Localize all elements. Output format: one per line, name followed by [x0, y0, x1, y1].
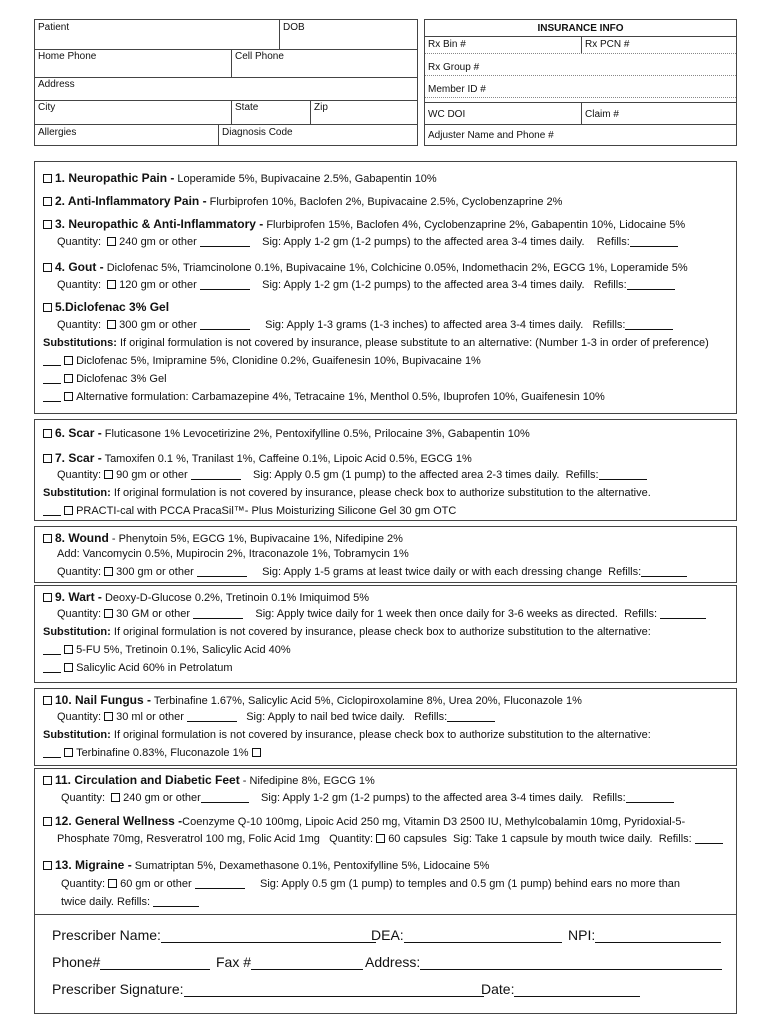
quantity-label: Quantity: [57, 279, 102, 291]
wound-section [34, 526, 737, 583]
quantity-label: Quantity: [61, 878, 106, 890]
item-3-qty-other-input[interactable] [200, 237, 250, 247]
substitution-text: If original formulation is not covered by insurance, please check box to authorize substitution to the alternative: [113, 626, 651, 638]
item-10-qty-checkbox[interactable] [104, 712, 113, 721]
item-11-checkbox[interactable] [43, 776, 52, 785]
item-10-checkbox[interactable] [43, 696, 52, 705]
substitution-option [43, 662, 233, 674]
substitution-option [43, 355, 481, 367]
substitution-text: If original formulation is not covered by insurance, please check box to authorize substitution to the alternative: [113, 729, 651, 741]
item-9-title: 9. Wart - [55, 590, 102, 604]
item-5-quantity-row [57, 319, 673, 331]
item-5-qty-checkbox[interactable] [107, 320, 116, 329]
substitution-checkbox[interactable] [64, 748, 73, 757]
substitution-option [43, 373, 167, 385]
item-4-refills-input[interactable] [627, 280, 675, 290]
item-12-ingredients-cont: Phosphate 70mg, Resveratrol 100 mg, Folic Acid 1mg [57, 833, 320, 845]
item-12-ingredients: Coenzyme Q-10 100mg, Lipoic Acid 250 mg, Vitamin D3 2500 IU, Methylcobalamin 10mg, Pyridoxial-5- [182, 816, 686, 828]
item-10 [43, 693, 582, 707]
phone-input[interactable] [100, 956, 210, 970]
item-2-checkbox[interactable] [43, 197, 52, 206]
quantity-value: 240 gm or other [119, 236, 197, 248]
sig-text: Sig: Apply 1-5 grams at least twice daily or with each dressing change [262, 566, 603, 578]
item-6-checkbox[interactable] [43, 429, 52, 438]
rx-pcn-field[interactable]: Rx PCN # [585, 39, 630, 50]
substitution-checkbox[interactable] [64, 506, 73, 515]
item-11-quantity-row [61, 792, 674, 804]
quantity-label: Quantity: [57, 319, 102, 331]
substitutions-label: Substitutions: [43, 337, 117, 349]
quantity-label: Quantity: [57, 566, 102, 578]
fax-input[interactable] [251, 956, 363, 970]
item-5-refills-input[interactable] [625, 320, 673, 330]
quantity-value: 30 GM or other [116, 608, 191, 620]
sig-text: Sig: Take 1 capsule by mouth twice daily. [453, 833, 653, 845]
item-6 [43, 426, 530, 440]
item-4-quantity-row [57, 279, 675, 291]
item-2-title: 2. Anti-Inflammatory Pain - [55, 194, 207, 208]
rank-input[interactable] [43, 506, 61, 516]
refills-label: Refills: [592, 792, 626, 804]
item-5-checkbox[interactable] [43, 303, 52, 312]
address-field[interactable]: Address [38, 79, 75, 90]
item-12-qty-checkbox[interactable] [376, 834, 385, 843]
substitution-label: Substitution: [43, 626, 111, 638]
sig-text: twice daily. Refills: [61, 896, 151, 908]
scar-section [34, 419, 737, 521]
fax-row [216, 954, 363, 970]
quantity-value: 30 ml or other [116, 711, 184, 723]
item-9-qty-other-input[interactable] [193, 609, 243, 619]
claim-field[interactable]: Claim # [585, 109, 619, 120]
item-5-title: 5.Diclofenac 3% Gel [55, 300, 170, 314]
signature-row [52, 981, 484, 997]
substitution-option [43, 644, 291, 656]
item-9-refills-input[interactable] [660, 609, 706, 619]
wart-section [34, 585, 737, 683]
substitution-checkbox[interactable] [64, 645, 73, 654]
item-11-qty-other-input[interactable] [201, 793, 249, 803]
item-9-quantity-row [57, 608, 706, 620]
item-13-ingredients: Sumatriptan 5%, Dexamethasone 0.1%, Pentoxifylline 5%, Lidocaine 5% [134, 860, 490, 872]
item-1-checkbox[interactable] [43, 174, 52, 183]
refills-label: Refills: [593, 279, 627, 291]
diagnosis-code-field[interactable]: Diagnosis Code [222, 127, 293, 138]
home-phone-field[interactable]: Home Phone [38, 51, 97, 62]
rank-input[interactable] [43, 748, 61, 758]
substitution-text: PRACTI-cal with PCCA PracaSil™- Plus Moisturizing Silicone Gel 30 gm OTC [76, 505, 457, 517]
item-12-title: 12. General Wellness - [55, 814, 183, 828]
item-11-ingredients: - Nifedipine 8%, EGCG 1% [242, 775, 375, 787]
item-8-ingredients: - Phenytoin 5%, EGCG 1%, Bupivacaine 1%, Nifedipine 2% [111, 533, 403, 545]
substitution-3 [43, 626, 651, 638]
address-input[interactable] [420, 956, 722, 970]
divider [425, 75, 736, 76]
rx-group-field[interactable]: Rx Group # [428, 62, 480, 73]
item-7 [43, 451, 472, 465]
substitution-option [43, 391, 605, 403]
sig-text: Sig: Apply 0.5 gm (1 pump) to temples and 0.5 gm (1 pump) behind ears no more than [259, 878, 681, 890]
item-3-quantity-row [57, 236, 678, 248]
insurance-info-box [424, 19, 737, 146]
item-13-title: 13. Migraine - [55, 858, 132, 872]
npi-row [568, 927, 721, 943]
item-13-quantity-row [61, 878, 680, 890]
quantity-label: Quantity: [61, 792, 106, 804]
divider [35, 100, 417, 101]
phone-label: Phone# [52, 954, 101, 970]
quantity-label: Quantity: [57, 469, 102, 481]
insurance-title: INSURANCE INFO [537, 23, 624, 34]
npi-input[interactable] [595, 929, 721, 943]
item-8-qty-checkbox[interactable] [104, 567, 113, 576]
item-9-qty-checkbox[interactable] [104, 609, 113, 618]
item-2 [43, 194, 562, 208]
divider [425, 124, 736, 125]
substitution-label: Substitution: [43, 729, 111, 741]
substitution-4 [43, 729, 651, 741]
sig-text: Sig: Apply 1-2 gm (1-2 pumps) to the affected area 3-4 times daily. [261, 792, 584, 804]
sig-text: Sig: Apply 1-2 gm (1-2 pumps) to the affected area 3-4 times daily. [262, 236, 585, 248]
item-10-ingredients: Terbinafine 1.67%, Salicylic Acid 5%, Ciclopiroxolamine 8%, Urea 20%, Fluconazole 1% [153, 695, 582, 707]
substitution-checkbox[interactable] [64, 374, 73, 383]
refills-label: Refills: [624, 608, 658, 620]
substitution-text: Terbinafine 0.83%, Fluconazole 1% [76, 747, 249, 759]
prescriber-box [34, 914, 737, 1014]
npi-label: NPI: [568, 927, 596, 943]
item-5-qty-other-input[interactable] [200, 320, 250, 330]
item-5 [43, 300, 169, 314]
city-field[interactable]: City [38, 102, 56, 113]
substitution-text: If original formulation is not covered by insurance, please check box to authorize substitution to the alternative. [113, 487, 651, 499]
address-label: Address: [365, 954, 421, 970]
item-4-qty-other-input[interactable] [200, 280, 250, 290]
item-1 [43, 171, 437, 185]
item-8 [43, 531, 403, 545]
item-3-title: 3. Neuropathic & Anti-Inflammatory - [55, 217, 264, 231]
rank-input[interactable] [43, 356, 61, 366]
state-field[interactable]: State [235, 102, 259, 113]
item-7-quantity-row [57, 469, 647, 481]
adjuster-field[interactable]: Adjuster Name and Phone # [428, 130, 554, 141]
refills-label: Refills: [596, 236, 630, 248]
refills-label: Refills: [414, 711, 448, 723]
quantity-value: 60 capsules [388, 833, 447, 845]
item-4-ingredients: Diclofenac 5%, Triamcinolone 0.1%, Bupivacaine 1%, Colchicine 0.05%, Indomethacin 2%, EGCG 1%, Loperamide 5% [106, 262, 688, 274]
item-10-quantity-row [57, 711, 495, 723]
prescriber-name-input[interactable] [161, 929, 376, 943]
signature-input[interactable] [184, 983, 484, 997]
substitution-checkbox[interactable] [64, 356, 73, 365]
date-label: Date: [481, 981, 515, 997]
prescriber-name-row [52, 927, 376, 943]
item-7-checkbox[interactable] [43, 454, 52, 463]
refills-label: Refills: [658, 833, 692, 845]
nail-fungus-section [34, 688, 737, 766]
substitution-2 [43, 487, 651, 499]
refills-label: Refills: [608, 566, 642, 578]
item-4-checkbox[interactable] [43, 263, 52, 272]
item-9 [43, 590, 369, 604]
allergies-field[interactable]: Allergies [38, 127, 77, 138]
item-13-refills-input[interactable] [153, 897, 199, 907]
quantity-value: 90 gm or other [116, 469, 188, 481]
signature-label: Prescriber Signature: [52, 981, 184, 997]
item-8-refills-input[interactable] [641, 567, 687, 577]
item-7-ingredients: Tamoxifen 0.1 %, Tranilast 1%, Caffeine 0.1%, Lipoic Acid 0.5%, EGCG 1% [104, 453, 472, 465]
quantity-label: Quantity: [57, 236, 102, 248]
item-2-ingredients: Flurbiprofen 10%, Baclofen 2%, Bupivacaine 2.5%, Cyclobenzaprine 2% [209, 196, 563, 208]
substitutions-1 [43, 337, 709, 349]
item-3-qty-checkbox[interactable] [107, 237, 116, 246]
divider [35, 124, 417, 125]
patient-info-box [34, 19, 418, 146]
date-input[interactable] [514, 983, 640, 997]
item-7-title: 7. Scar - [55, 451, 102, 465]
quantity-label: Quantity: [329, 833, 374, 845]
item-8-checkbox[interactable] [43, 534, 52, 543]
quantity-label: Quantity: [57, 711, 102, 723]
sig-text: Sig: Apply twice daily for 1 week then once daily for 3-6 weeks as directed. [255, 608, 618, 620]
item-11 [43, 773, 375, 787]
pain-formulations-section [34, 161, 737, 414]
item-6-title: 6. Scar - [55, 426, 102, 440]
item-7-refills-input[interactable] [599, 470, 647, 480]
substitution-label: Substitution: [43, 487, 111, 499]
patient-field[interactable]: Patient [38, 22, 70, 33]
sig-text: Sig: Apply 1-3 grams (1-3 inches) to affected area 3-4 times daily. [265, 319, 584, 331]
quantity-value: 60 gm or other [120, 878, 192, 890]
member-id-field[interactable]: Member ID # [428, 84, 486, 95]
wc-doi-field[interactable]: WC DOI [428, 109, 466, 120]
substitution-text: Diclofenac 3% Gel [76, 373, 167, 385]
item-7-qty-other-input[interactable] [191, 470, 241, 480]
rank-input[interactable] [43, 663, 61, 673]
dea-row [371, 927, 562, 943]
quantity-value: 300 gm or other [119, 319, 197, 331]
item-8-quantity-row [57, 566, 687, 578]
zip-field[interactable]: Zip [314, 102, 328, 113]
fax-label: Fax # [216, 954, 252, 970]
dea-input[interactable] [404, 929, 562, 943]
cell-phone-field[interactable]: Cell Phone [235, 51, 284, 62]
quantity-label: Quantity: [57, 608, 102, 620]
rank-input[interactable] [43, 645, 61, 655]
item-4 [43, 260, 688, 274]
divider [425, 97, 736, 98]
item-9-ingredients: Deoxy-D-Glucose 0.2%, Tretinoin 0.1% Imiquimod 5% [104, 592, 370, 604]
item-6-ingredients: Fluticasone 1% Levocetirizine 2%, Pentoxifylline 0.5%, Prilocaine 3%, Gabapentin 10% [104, 428, 530, 440]
item-3 [43, 217, 685, 231]
item-4-title: 4. Gout - [55, 260, 104, 274]
refills-label: Refills: [565, 469, 599, 481]
sig-text: Sig: Apply 0.5 gm (1 pump) to the affected area 2-3 times daily. [252, 469, 560, 481]
wellness-section [34, 768, 737, 915]
substitution-option [43, 505, 456, 517]
item-11-refills-input[interactable] [626, 793, 674, 803]
substitution-option [43, 747, 264, 759]
item-11-title: 11. Circulation and Diabetic Feet [55, 773, 240, 787]
item-1-title: 1. Neuropathic Pain - [55, 171, 175, 185]
substitution-checkbox[interactable] [64, 663, 73, 672]
dea-label: DEA: [371, 927, 404, 943]
prescriber-name-label: Prescriber Name: [52, 927, 161, 943]
item-13-checkbox[interactable] [43, 861, 52, 870]
sig-text: Sig: Apply 1-2 gm (1-2 pumps) to the affected area 3-4 times daily. [262, 279, 585, 291]
item-11-qty-checkbox[interactable] [111, 793, 120, 802]
item-4-qty-checkbox[interactable] [107, 280, 116, 289]
quantity-value: 120 gm or other [119, 279, 197, 291]
item-8-add: Add: Vancomycin 0.5%, Mupirocin 2%, Itraconazole 1%, Tobramycin 1% [57, 548, 409, 560]
substitutions-text: If original formulation is not covered by insurance, please substitute to an alternative: (Number 1-3 in order of preference) [120, 337, 709, 349]
address-row [365, 954, 722, 970]
item-13-qty-other-input[interactable] [195, 879, 245, 889]
dob-field[interactable]: DOB [283, 22, 305, 33]
item-9-checkbox[interactable] [43, 593, 52, 602]
refills-label: Refills: [592, 319, 626, 331]
item-7-qty-checkbox[interactable] [104, 470, 113, 479]
item-13 [43, 858, 489, 872]
item-8-title: 8. Wound [55, 531, 109, 545]
item-12-line-2 [57, 833, 723, 845]
quantity-value: 240 gm or other [123, 792, 201, 804]
substitution-text: Salicylic Acid 60% in Petrolatum [76, 662, 233, 674]
rank-input[interactable] [43, 374, 61, 384]
item-10-qty-other-input[interactable] [187, 712, 237, 722]
substitution-text: Alternative formulation: Carbamazepine 4%, Tetracaine 1%, Menthol 0.5%, Ibuprofen 10%, Guaifenesin 10% [76, 391, 605, 403]
item-3-refills-input[interactable] [630, 237, 678, 247]
quantity-value: 300 gm or other [116, 566, 194, 578]
item-8-qty-other-input[interactable] [197, 567, 247, 577]
item-12-refills-input[interactable] [695, 834, 723, 844]
date-row [481, 981, 640, 997]
divider [425, 53, 736, 54]
substitution-text: 5-FU 5%, Tretinoin 0.1%, Salicylic Acid 40% [76, 644, 291, 656]
item-10-refills-input[interactable] [447, 712, 495, 722]
item-1-ingredients: Loperamide 5%, Bupivacaine 2.5%, Gabapentin 10% [177, 173, 437, 185]
item-10-title: 10. Nail Fungus - [55, 693, 152, 707]
rx-bin-field[interactable]: Rx Bin # [428, 39, 466, 50]
item-3-checkbox[interactable] [43, 220, 52, 229]
substitution-checkbox[interactable] [64, 392, 73, 401]
item-13-qty-checkbox[interactable] [108, 879, 117, 888]
item-12-checkbox[interactable] [43, 817, 52, 826]
phone-row [52, 954, 210, 970]
substitution-text: Diclofenac 5%, Imipramine 5%, Clonidine 0.2%, Guaifenesin 10%, Bupivacaine 1% [76, 355, 481, 367]
item-12 [43, 814, 685, 828]
item-3-ingredients: Flurbiprofen 15%, Baclofen 4%, Cyclobenzaprine 2%, Gabapentin 10%, Lidocaine 5% [266, 219, 686, 231]
item-13-line-3 [61, 896, 199, 908]
sig-text: Sig: Apply to nail bed twice daily. [246, 711, 405, 723]
divider [35, 77, 417, 78]
rank-input[interactable] [43, 392, 61, 402]
substitution-checkbox[interactable] [252, 748, 261, 757]
